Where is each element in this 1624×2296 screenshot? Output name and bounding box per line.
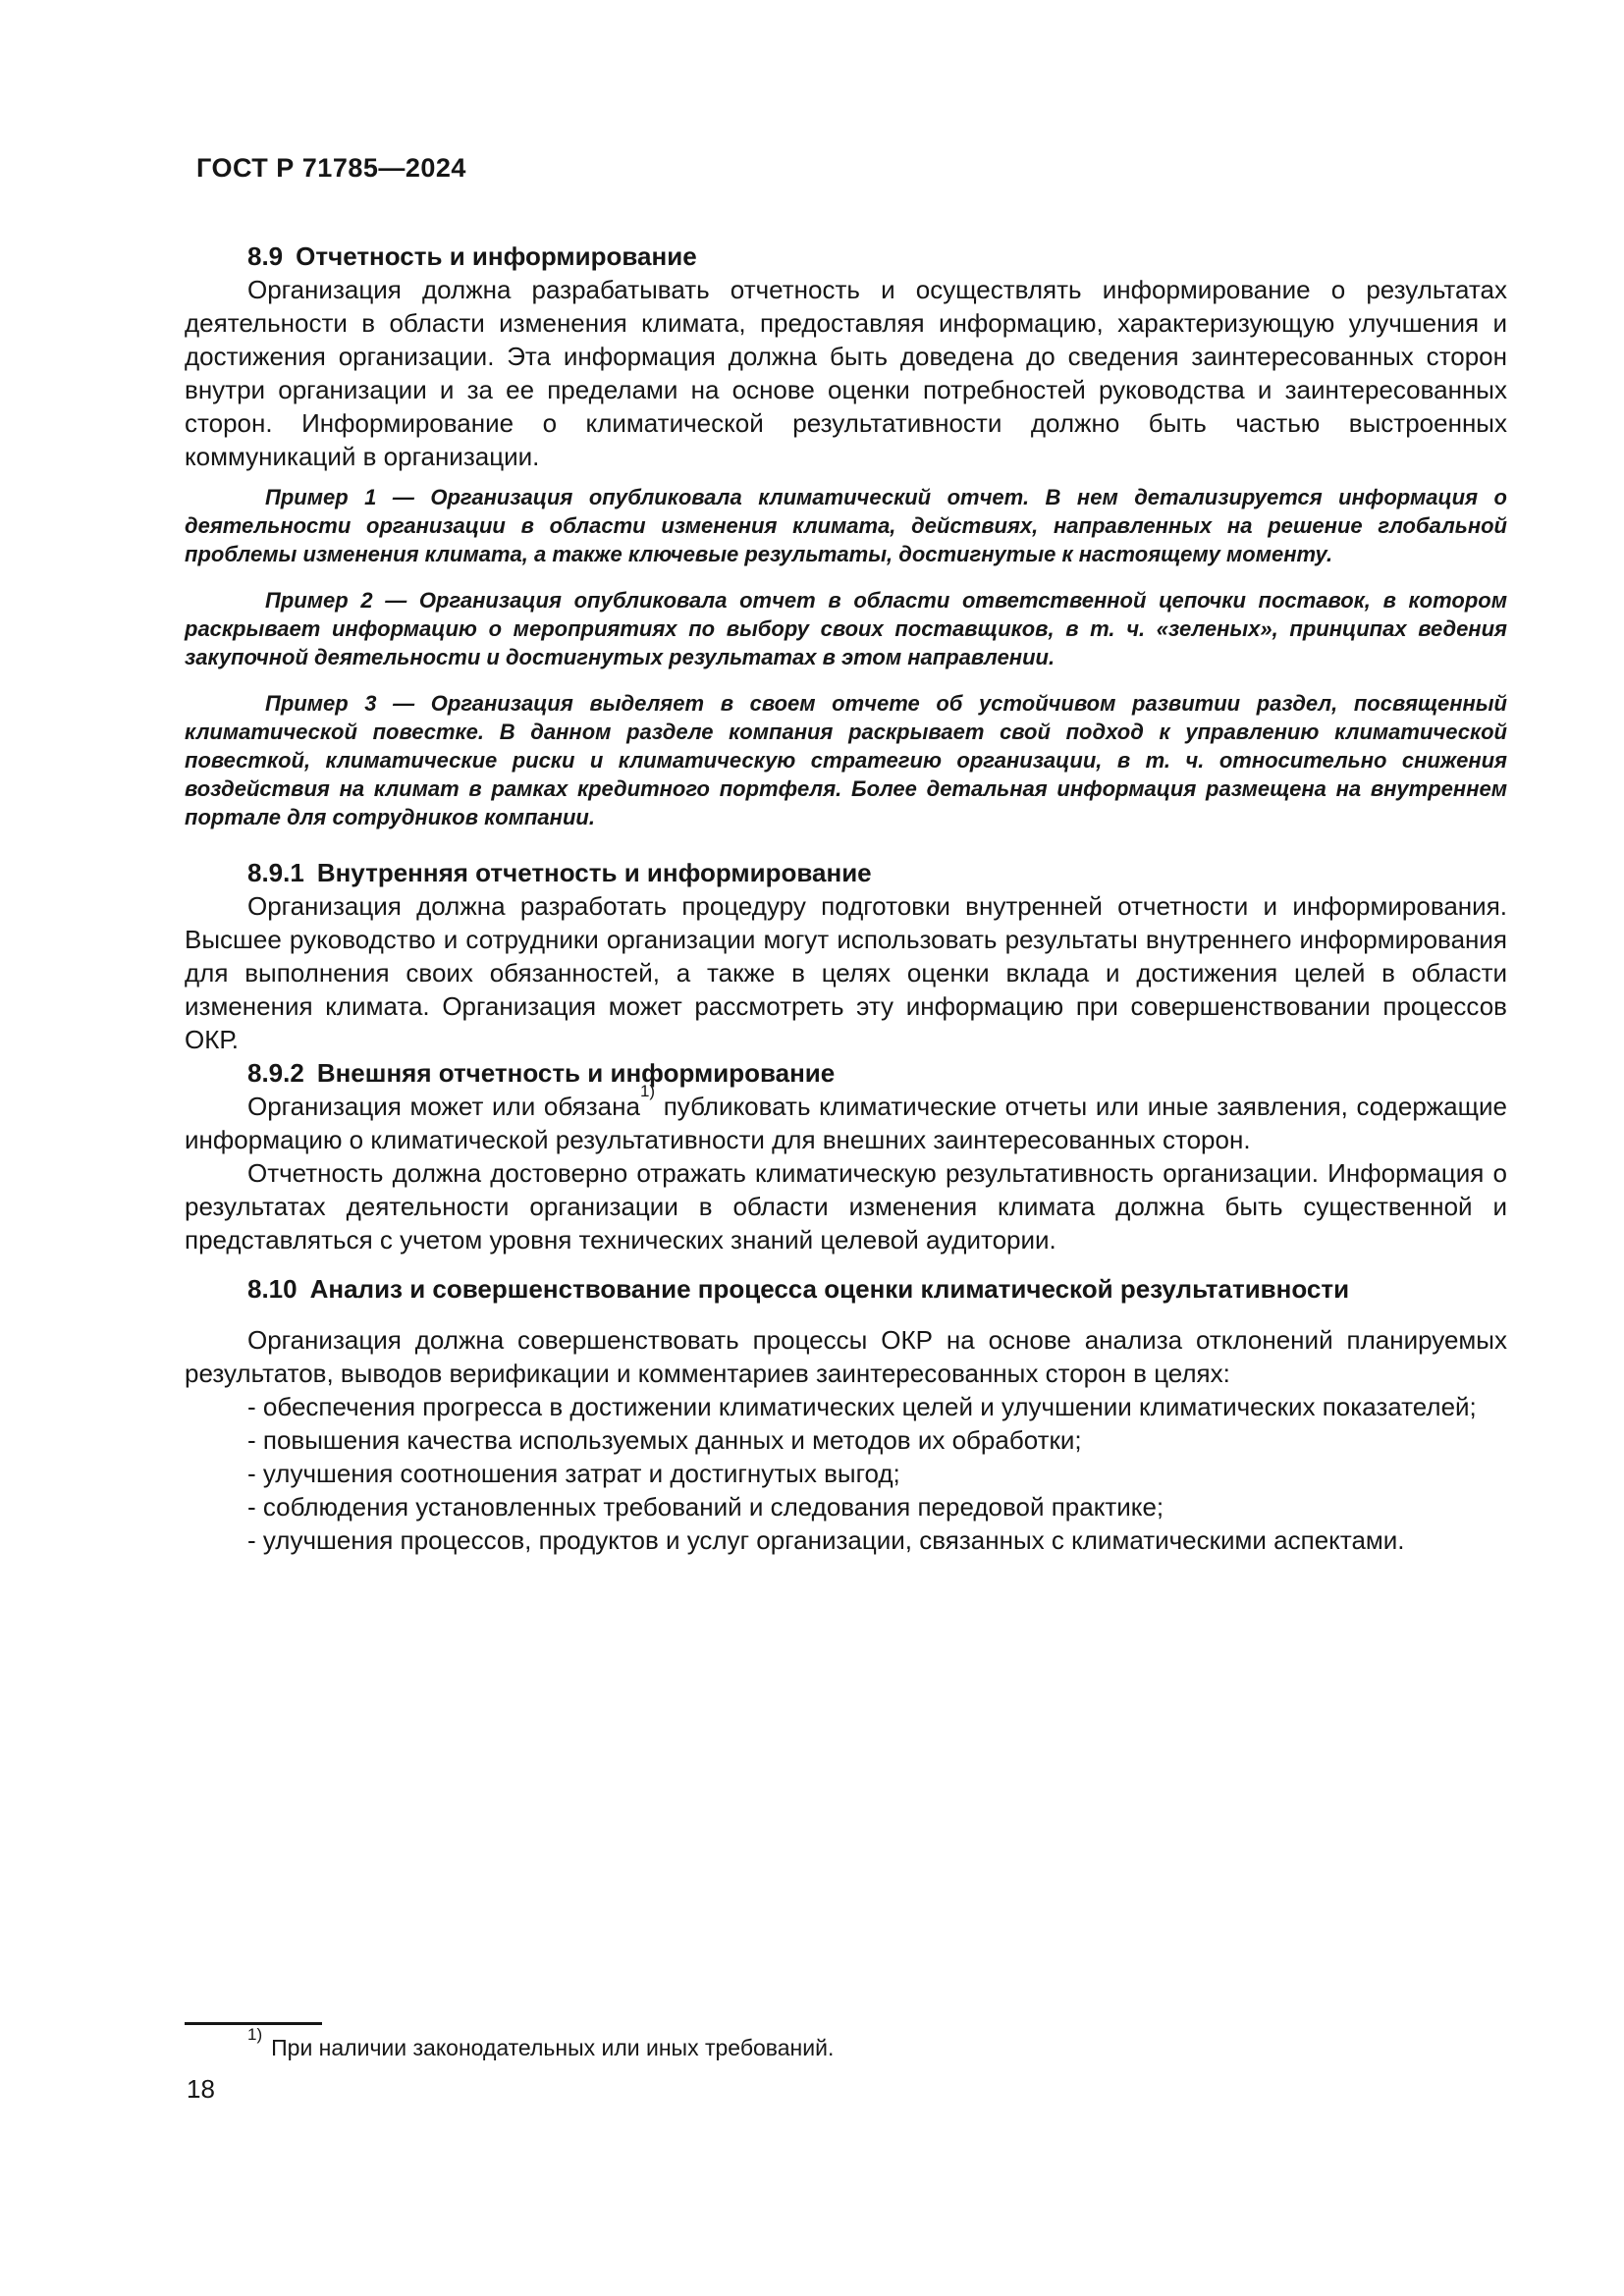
footnote-ref-marker: 1) [639, 1082, 656, 1101]
example-2: Пример 2 — Организация опубликовала отчет в области ответственной цепочки поставок, в котором раскрывает информацию о мероприятиях по выбору своих поставщиков, в т. ч. «зеленых», принципах ведения закупочной деятельности и достигнутых результатах в этом направлении. [185, 588, 1507, 669]
paragraph-text: Организация может или обязана [247, 1092, 640, 1121]
footnote-text [185, 2025, 1507, 2062]
page-content [185, 154, 1507, 1557]
section-heading-8-9-2 [185, 1056, 1507, 1090]
running-header: ГОСТ Р 71785—2024 [196, 153, 466, 183]
section-title: Отчетность и информирование [296, 241, 697, 271]
section-number: 8.9 [247, 241, 284, 271]
list-item-5: - улучшения процессов, продуктов и услуг организации, связанных с климатическими аспектами. [247, 1525, 1405, 1555]
paragraph-8-9-2-b: Отчетность должна достоверно отражать климатическую результативность организации. Информация о результатах деятельности организации в области изменения климата должна быть существенной и представляться с учетом уровня технических знаний целевой аудитории. [185, 1158, 1507, 1255]
list-item-3: - улучшения соотношения затрат и достигнутых выгод; [247, 1459, 900, 1488]
paragraph-8-9-1: Организация должна разработать процедуру подготовки внутренней отчетности и информирования. Высшее руководство и сотрудники организации могут использовать результаты внутреннего информирования для выполнения своих обязанностей, а также в целях оценки вклада и достижения целей в области изменения климата. Организация может рассмотреть эту информацию при совершенствовании процессов ОКР. [185, 891, 1507, 1054]
footnote-body: При наличии законодательных или иных требований. [271, 2035, 835, 2060]
section-number: 8.9.2 [247, 1058, 304, 1088]
section-title: Анализ и совершенствование процесса оценки климатической результативности [309, 1274, 1350, 1304]
section-number: 8.10 [247, 1274, 298, 1304]
list-item-2: - повышения качества используемых данных и методов их обработки; [247, 1425, 1082, 1455]
paragraph-8-10: Организация должна совершенствовать процессы ОКР на основе анализа отклонений планируемых результатов, выводов верификации и комментариев заинтересованных сторон в целях: [185, 1325, 1507, 1388]
paragraph-8-9: Организация должна разрабатывать отчетность и осуществлять информирование о результатах деятельности в области изменения климата, предоставляя информацию, характеризующую улучшения и достижения организации. Эта информация должна быть доведена до сведения заинтересованных сторон внутри организации и за ее пределами на основе оценки потребностей руководства и заинтересованных сторон. Информирование о климатической результативности должно быть частью выстроенных коммуникаций в организации. [185, 275, 1507, 471]
list-item-4: - соблюдения установленных требований и следования передовой практике; [247, 1492, 1164, 1522]
section-heading-8-9 [185, 240, 1507, 273]
page-number: 18 [187, 2074, 215, 2104]
footnote-area [185, 2022, 1507, 2062]
section-title: Внешняя отчетность и информирование [316, 1058, 836, 1088]
section-heading-8-9-1 [185, 856, 1507, 889]
section-heading-8-10 [185, 1272, 1507, 1306]
footnote-marker: 1) [247, 2025, 263, 2045]
list-item-1: - обеспечения прогресса в достижении климатических целей и улучшении климатических показателей; [247, 1392, 1477, 1421]
example-1: Пример 1 — Организация опубликовала климатический отчет. В нем детализируется информация о деятельности организации в области изменения климата, действиях, направленных на решение глобальной проблемы изменения климата, а также ключевые результаты, достигнутые к настоящему моменту. [185, 485, 1507, 566]
section-number: 8.9.1 [247, 858, 304, 887]
section-title: Внутренняя отчетность и информирование [316, 858, 872, 887]
paragraph-text: публиковать климатические отчеты или иные заявления, содержащие информацию о климатической результативности для внешних заинтересованных сторон. [185, 1092, 1508, 1154]
paragraph-8-9-2-a [185, 1082, 1508, 1156]
example-3: Пример 3 — Организация выделяет в своем отчете об устойчивом развитии раздел, посвященный климатической повестке. В данном разделе компания раскрывает свой подход к управлению климатической повесткой, климатические риски и климатическую стратегию организации, в т. ч. относительно снижения воздействия на климат в рамках кредитного портфеля. Более детальная информация размещена на внутреннем портале для сотрудников компании. [185, 691, 1507, 829]
